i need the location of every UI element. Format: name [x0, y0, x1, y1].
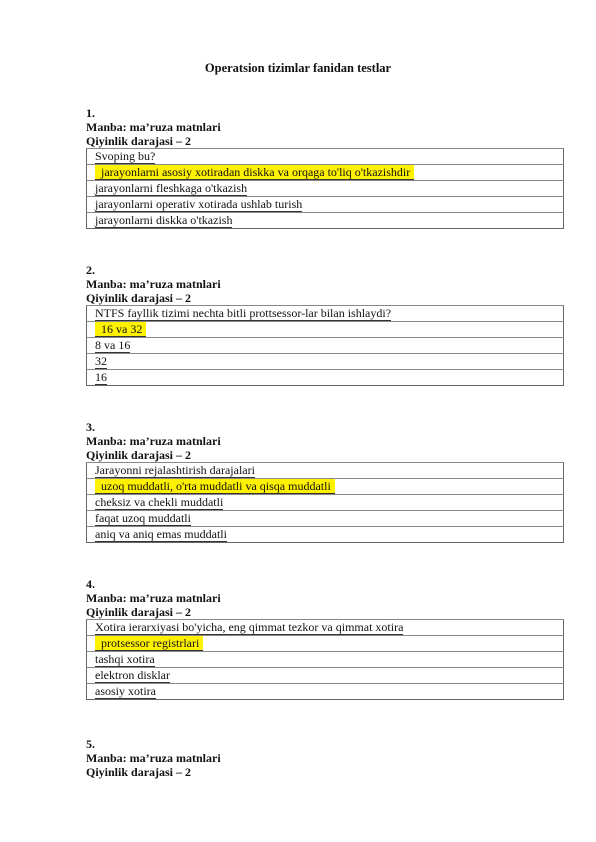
question-text: Svoping bu?: [87, 149, 564, 165]
option: asosiy xotira: [87, 684, 564, 700]
question-number: 1.: [86, 106, 95, 120]
option: tashqi xotira: [87, 652, 564, 668]
correct-answer: uzoq muddatli, o'rta muddatli va qisqa muddatli: [87, 479, 564, 495]
question-number: 2.: [86, 263, 95, 277]
question-table: [86, 148, 564, 229]
question-block-3: [86, 420, 564, 543]
question-text: NTFS fayllik tizimi nechta bitli prottsessor-lar bilan ishlaydi?: [87, 306, 564, 322]
option: elektron disklar: [87, 668, 564, 684]
question-block-2: [86, 263, 564, 386]
option: 16: [87, 370, 564, 386]
question-block-5: [86, 737, 564, 779]
question-source: Manba: ma’ruza matnlari: [86, 751, 221, 765]
question-level: Qiyinlik darajasi – 2: [86, 765, 192, 779]
question-source: Manba: ma’ruza matnlari: [86, 591, 221, 605]
question-header: [86, 737, 564, 779]
question-level: Qiyinlik darajasi – 2: [86, 605, 192, 619]
question-number: 4.: [86, 577, 95, 591]
option: aniq va aniq emas muddatli: [87, 527, 564, 543]
question-source: Manba: ma’ruza matnlari: [86, 434, 221, 448]
question-source: Manba: ma’ruza matnlari: [86, 120, 221, 134]
question-source: Manba: ma’ruza matnlari: [86, 277, 221, 291]
option: cheksiz va chekli muddatli: [87, 495, 564, 511]
question-number: 5.: [86, 737, 95, 751]
question-header: [86, 106, 564, 148]
question-table: [86, 305, 564, 386]
question-level: Qiyinlik darajasi – 2: [86, 134, 192, 148]
question-level: Qiyinlik darajasi – 2: [86, 291, 192, 305]
correct-answer: protsessor registrlari: [87, 636, 564, 652]
option: jarayonlarni diskka o'tkazish: [87, 213, 564, 229]
correct-answer: jarayonlarni asosiy xotiradan diskka va orqaga to'liq o'tkazishdir: [87, 165, 564, 181]
question-number: 3.: [86, 420, 95, 434]
correct-answer: 16 va 32: [87, 322, 564, 338]
option: 32: [87, 354, 564, 370]
question-block-4: [86, 577, 564, 700]
question-table: [86, 619, 564, 700]
question-header: [86, 420, 564, 462]
question-header: [86, 577, 564, 619]
question-table: [86, 462, 564, 543]
question-block-1: [86, 106, 564, 229]
option: jarayonlarni operativ xotirada ushlab turish: [87, 197, 564, 213]
question-text: Jarayonni rejalashtirish darajalari: [87, 463, 564, 479]
option: faqat uzoq muddatli: [87, 511, 564, 527]
option: 8 va 16: [87, 338, 564, 354]
question-header: [86, 263, 564, 305]
question-text: Xotira ierarxiyasi bo'yicha, eng qimmat tezkor va qimmat xotira: [87, 620, 564, 636]
question-level: Qiyinlik darajasi – 2: [86, 448, 192, 462]
option: jarayonlarni fleshkaga o'tkazish: [87, 181, 564, 197]
document-title: Operatsion tizimlar fanidan testlar: [204, 61, 392, 75]
